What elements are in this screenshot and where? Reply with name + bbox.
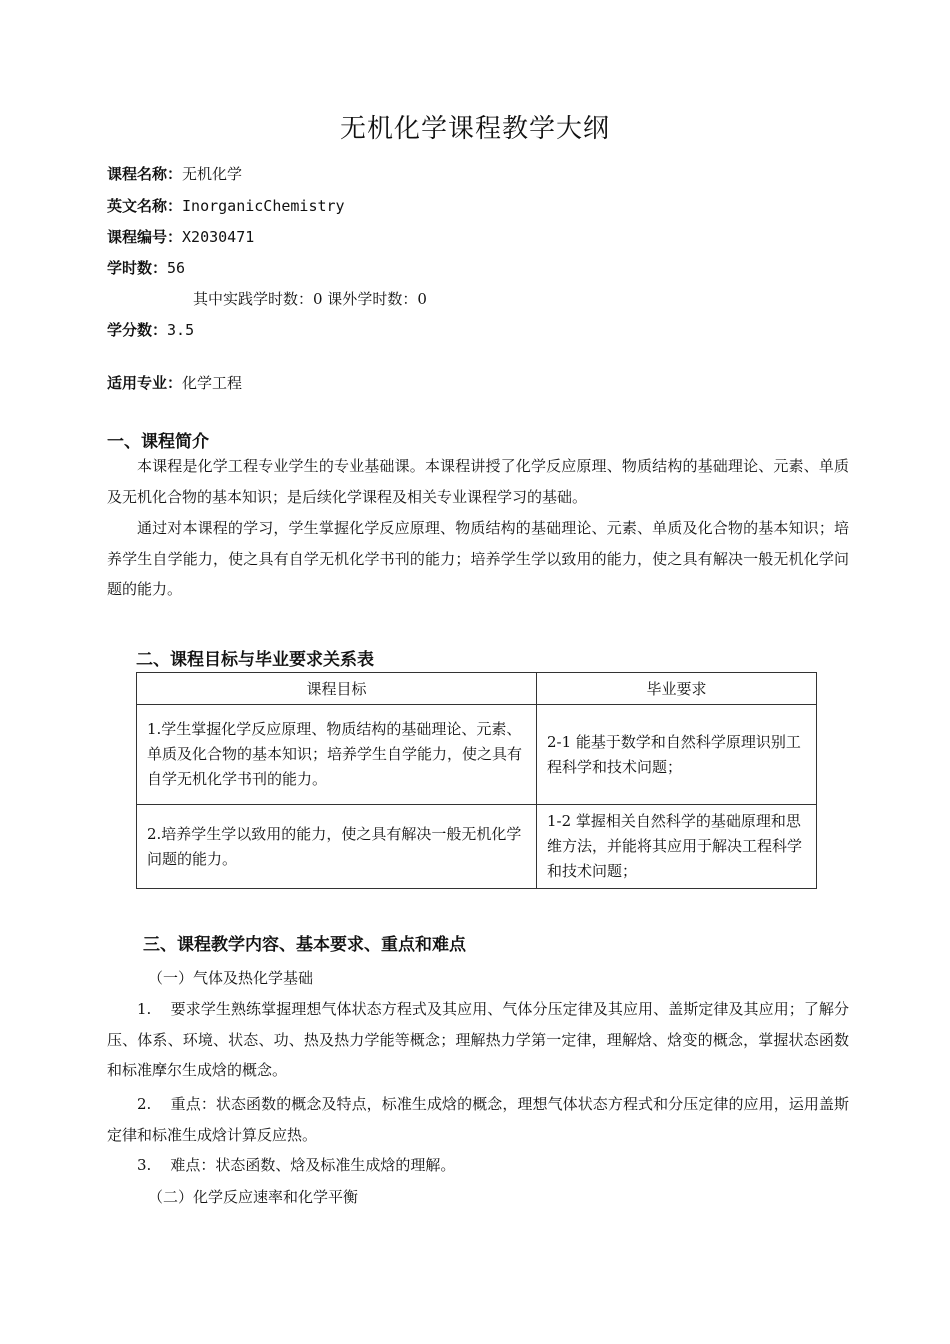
course-code-label: 课程编号：: [107, 228, 183, 246]
hours-detail-line: [193, 289, 427, 309]
table-cell-goal: 1.学生掌握化学反应原理、物质结构的基础理论、元素、单质及化合物的基本知识；培养学生自学能力，使之具有自学无机化学书刊的能力。: [137, 705, 537, 805]
course-name-line: [107, 164, 242, 184]
course-name-value: 无机化学: [182, 165, 243, 183]
credit-value: 3.5: [167, 321, 195, 339]
hours-line: [107, 258, 185, 278]
major-line: [107, 373, 242, 393]
english-name-label: 英文名称：: [107, 197, 183, 215]
section3-item-2: 2. 重点：状态函数的概念及特点，标准生成焓的概念，理想气体状态方程式和分压定律的应用，运用盖斯定律和标准生成焓计算反应热。: [107, 1095, 849, 1144]
section1-paragraph-1: 本课程是化学工程专业学生的专业基础课。本课程讲授了化学反应原理、物质结构的基础理论、元素、单质及无机化合物的基本知识；是后续化学课程及相关专业课程学习的基础。: [107, 457, 849, 506]
hours-label: 学时数：: [107, 259, 168, 277]
hours-detail: 其中实践学时数：0 课外学时数：0: [193, 290, 427, 308]
table-row: [137, 805, 817, 889]
section2-heading: 二、课程目标与毕业要求关系表: [136, 650, 374, 670]
hours-value: 56: [167, 259, 186, 277]
section1-heading: 一、课程简介: [107, 432, 209, 452]
section3-heading: 三、课程教学内容、基本要求、重点和难点: [143, 935, 466, 955]
subsection-2-title: （二）化学反应速率和化学平衡: [148, 1188, 359, 1206]
goals-requirements-table: [136, 672, 817, 889]
course-code-value: X2030471: [182, 228, 255, 246]
table-cell-requirement: 1-2 掌握相关自然科学的基础原理和思维方法，并能将其应用于解决工程科学和技术问题；: [537, 805, 817, 889]
table-cell-requirement: 2-1 能基于数学和自然科学原理识别工程科学和技术问题；: [537, 705, 817, 805]
section3-item-3: 3. 难点：状态函数、焓及标准生成焓的理解。: [137, 1156, 456, 1174]
section3-item-1: 1. 要求学生熟练掌握理想气体状态方程式及其应用、气体分压定律及其应用、盖斯定律及其应用；了解分压、体系、环境、状态、功、热及热力学能等概念；理解热力学第一定律，理解焓、焓变的概念，掌握状态函数和标准摩尔生成焓的概念。: [107, 1000, 849, 1079]
table-header-row: [137, 673, 817, 705]
table-header-goal: 课程目标: [137, 673, 537, 705]
table-row: [137, 705, 817, 805]
document-title: 无机化学课程教学大纲: [339, 114, 610, 144]
course-code-line: [107, 227, 254, 247]
major-label: 适用专业：: [107, 374, 183, 392]
english-name-line: [107, 196, 345, 216]
major-value: 化学工程: [182, 374, 243, 392]
course-name-label: 课程名称：: [107, 165, 183, 183]
english-name-value: InorganicChemistry: [182, 197, 345, 215]
section1-paragraph-2: 通过对本课程的学习，学生掌握化学反应原理、物质结构的基础理论、元素、单质及化合物的基本知识；培养学生自学能力，使之具有自学无机化学书刊的能力；培养学生学以致用的能力，使之具有解决一般无机化学问题的能力。: [107, 519, 849, 598]
table-cell-goal: 2.培养学生学以致用的能力，使之具有解决一般无机化学问题的能力。: [137, 805, 537, 889]
subsection-1-title: （一）气体及热化学基础: [148, 969, 314, 987]
credit-line: [107, 320, 194, 340]
table-header-requirement: 毕业要求: [537, 673, 817, 705]
credit-label: 学分数：: [107, 321, 168, 339]
